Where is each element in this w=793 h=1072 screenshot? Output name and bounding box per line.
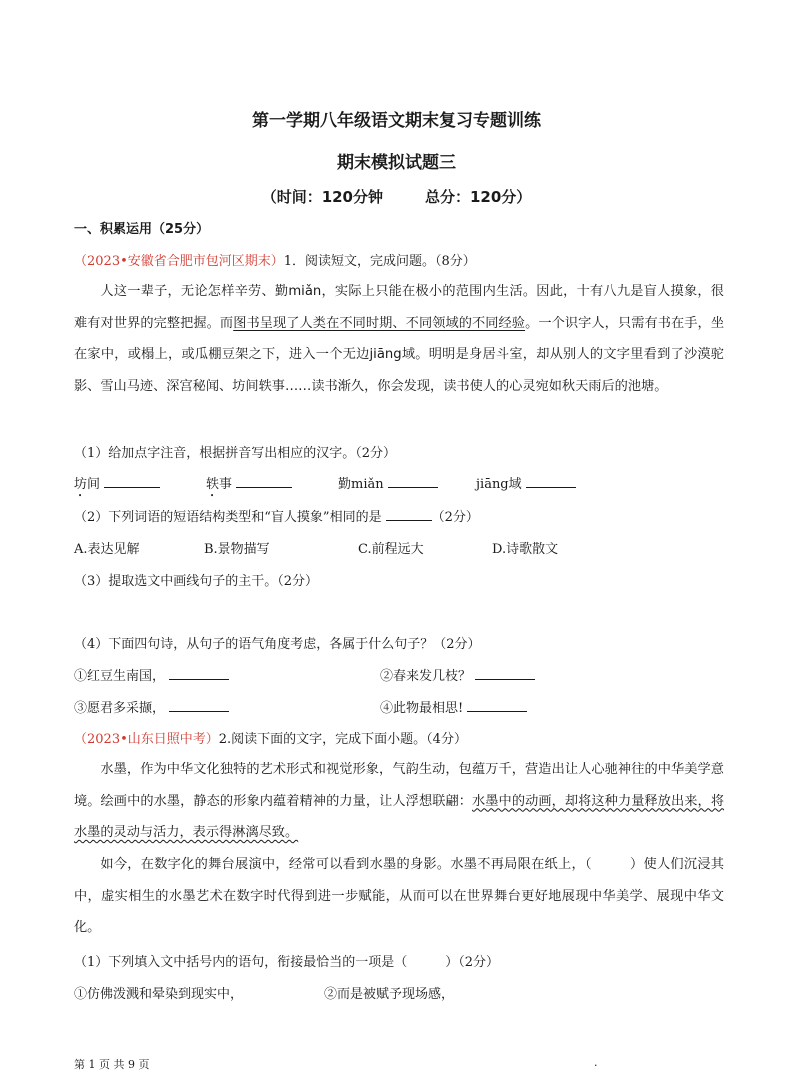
q2-sub1-stem: （1）下列填入文中括号内的语句，衔接最恰当的一项是（ ）（2分） (74, 955, 500, 970)
answer-blank[interactable] (236, 475, 292, 488)
answer-blank[interactable] (104, 475, 160, 488)
document-title: 第一学期八年级语文期末复习专题训练 (252, 111, 541, 131)
q1-sub2-stem: （2）下列词语的短语结构类型和“盲人摸象”相同的是 （2分） (74, 510, 479, 525)
page-number: 第 1 页 共 9 页 (74, 1058, 150, 1071)
q2-option-2: ②而是被赋予现场感， (324, 987, 455, 1002)
document-subtitle: 期末模拟试题三 (337, 153, 456, 173)
answer-blank[interactable] (388, 475, 438, 488)
q2-source: （2023•山东日照中考） (74, 732, 219, 747)
exam-info (0, 186, 793, 207)
poem-line-4: ④此物最相思! (380, 697, 527, 716)
q2-stem: 2.阅读下面的文字，完成下面小题。（4分） (218, 732, 467, 747)
q2-passage-text-a: 水墨，作为中华文化独特的艺术形式和视觉形象，气韵生动，包蕴万千，营造出让人心驰神往的中华美学意境。绘画中的水墨，静态的形象内蕴着精神的力量，让人浮想联翩： (74, 762, 724, 809)
option-d: D.诗歌散文 (492, 542, 559, 557)
poem-line-3: ③愿君多采撷， (74, 697, 229, 716)
option-b: B.景物描写 (204, 542, 270, 557)
q1-sub1-item4: jiāng域 (476, 473, 576, 492)
answer-blank[interactable] (526, 475, 576, 488)
q1-sub1-stem: （1）给加点字注音，根据拼音写出相应的汉字。（2分） (74, 446, 397, 461)
footer-dot: . (594, 1056, 598, 1069)
option-c: C.前程远大 (358, 542, 424, 557)
section-heading: 一、积累运用（25分） (74, 222, 210, 237)
q1-sub1-item1: 坊间 (74, 473, 160, 500)
q1-source: （2023•安徽省合肥市包河区期末） (74, 254, 284, 269)
q1-passage-text-b: 。一个识字人，只需有书在手，坐在家中，或榻上，或瓜棚豆架之下，进入一个无边jiāng域。明明是身居斗室，却从别人的文字里看到了沙漠驼影、雪山马迹、深宫秘闻、坊间轶事……读书渐久，你会发现，读书使人的心灵宛如秋天雨后的池塘。 (74, 315, 725, 394)
exam-time: （时间：120分钟 (261, 188, 383, 206)
q2-passage-p1 (74, 754, 724, 849)
answer-blank[interactable] (386, 508, 432, 521)
answer-blank[interactable] (169, 699, 229, 712)
q1-stem: 1．阅读短文，完成问题。（8分） (283, 254, 476, 269)
poem-line-1: ①红豆生南国， (74, 665, 229, 684)
q1-passage-text-a: 人这一辈子，无论怎样辛劳、勤miǎn，实际上只能在极小的范围内生活。因此，十有八九是盲人摸象，很难有对世界的完整把握。而 (74, 284, 724, 331)
q1-sub1-item2: 轶事 (206, 473, 292, 500)
q1-sub4-stem: （4）下面四句诗，从句子的语气角度考虑，各属于什么句子？（2分） (74, 637, 481, 652)
q2-option-1: ①仿佛泼溅和晕染到现实中， (74, 987, 244, 1002)
answer-blank[interactable] (169, 667, 229, 680)
q1-underlined-sentence: 图书呈现了人类在不同时期、不同领域的不同经验 (233, 315, 526, 331)
q2-wavy-underlined-sentence: 水墨中的动画，却将这种力量释放出来，将水墨的灵动与活力，表示得淋漓尽致。 (74, 793, 725, 840)
answer-blank[interactable] (467, 699, 527, 712)
option-a: A.表达见解 (74, 542, 140, 557)
q2-header (74, 728, 467, 747)
exam-score: 总分：120分） (425, 188, 532, 206)
poem-line-2: ②春来发几枝？ (380, 665, 535, 684)
answer-blank[interactable] (475, 667, 535, 680)
q1-sub3-stem: （3）提取选文中画线句子的主干。（2分） (74, 574, 319, 589)
q1-passage (74, 276, 724, 402)
q1-header (74, 250, 476, 269)
q2-passage-p2: 如今，在数字化的舞台展演中，经常可以看到水墨的身影。水墨不再局限在纸上，（ ）使人们沉浸其中，虚实相生的水墨艺术在数字时代得到进一步赋能，从而可以在世界舞台更好地展现中华美学、展现中华文化。 (74, 857, 724, 935)
q1-sub1-item3: 勤miǎn (338, 473, 438, 492)
